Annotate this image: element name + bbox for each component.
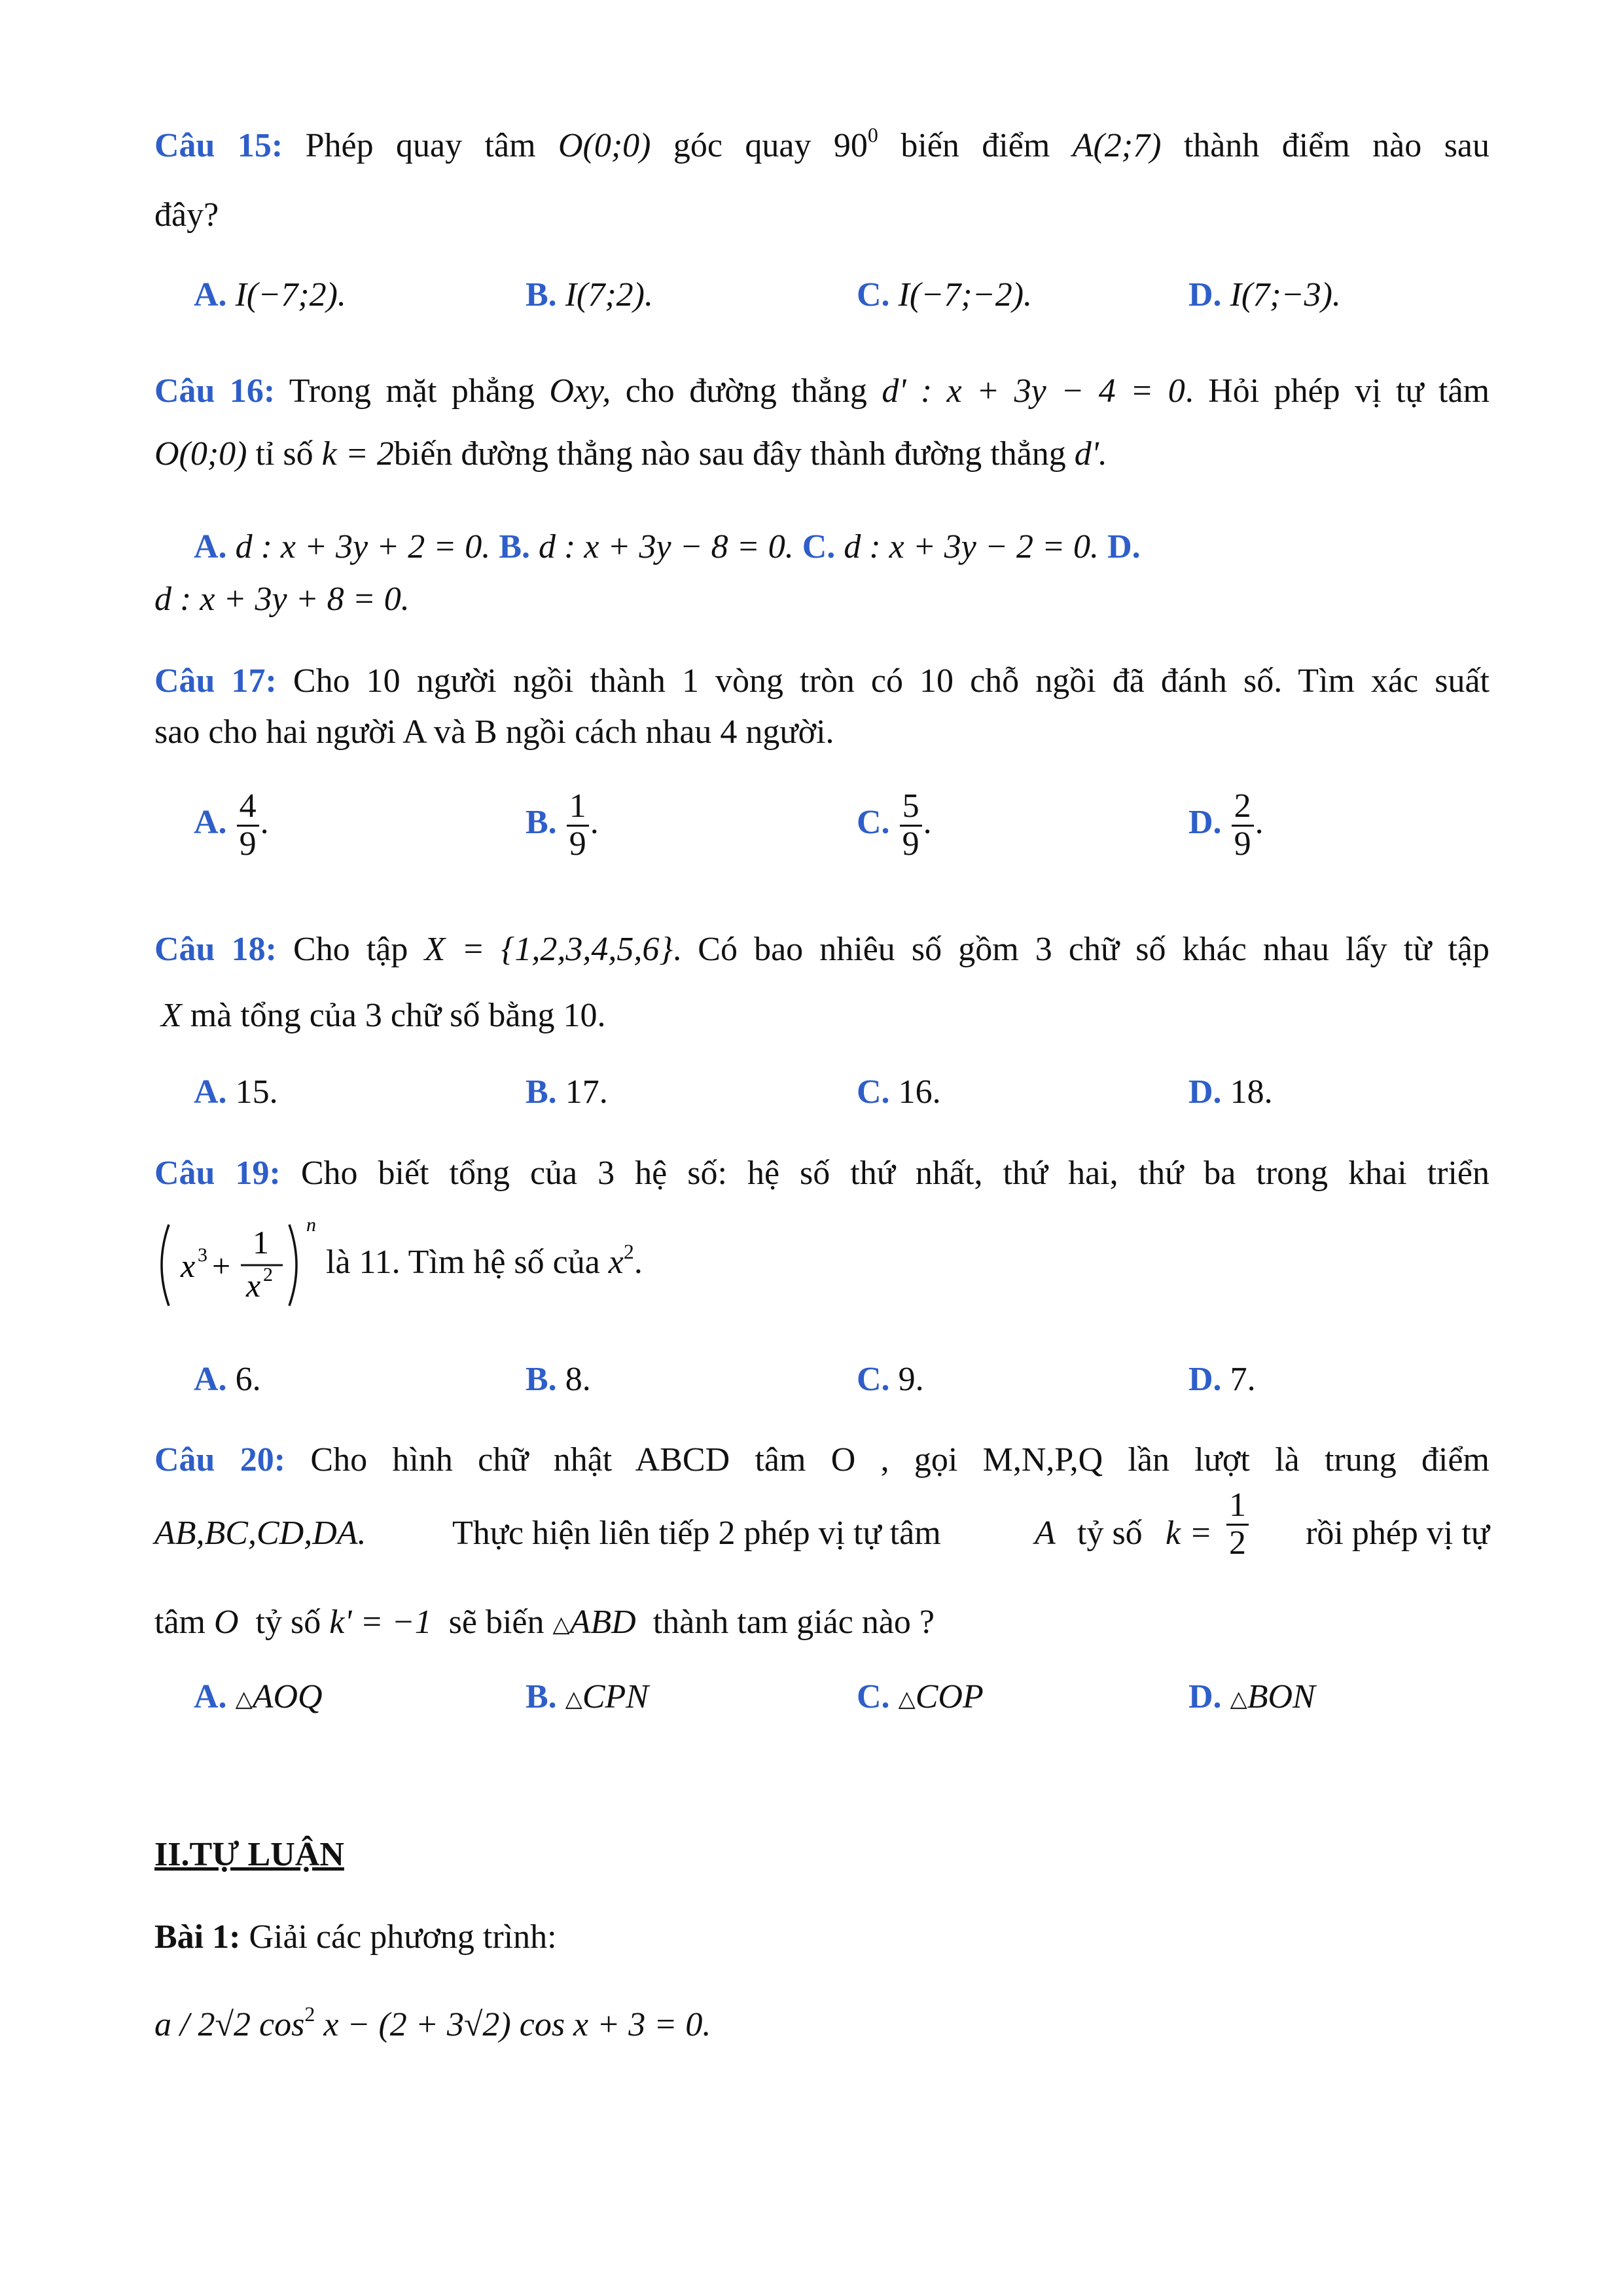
option-label: C. <box>802 528 836 565</box>
q17-options <box>154 789 1489 874</box>
option-label: D. <box>1188 804 1222 842</box>
option-text: d : x + 3y − 2 = 0. <box>844 528 1099 565</box>
q19-text-a: là 11. Tìm hệ số của <box>326 1244 600 1281</box>
q20-text-d: tỷ số <box>1077 1515 1143 1552</box>
q20-option-b[interactable] <box>526 1680 649 1714</box>
option-text: AOQ <box>252 1678 323 1715</box>
question-18 <box>154 931 1490 1111</box>
q20-options <box>154 1680 1489 1726</box>
option-text: 18. <box>1230 1073 1273 1111</box>
expr-den-power: 2 <box>263 1264 273 1285</box>
triangle-icon: △ <box>552 1613 570 1637</box>
q20-center-o: O <box>213 1604 239 1641</box>
option-label: C. <box>857 1361 890 1398</box>
q20-k: k = <box>1166 1515 1213 1552</box>
q17-text: Cho 10 người ngồi thành 1 vòng tròn có 10 chỗ ngồi đã đánh số. Tìm xác suất <box>293 662 1489 700</box>
q19-period: . <box>633 1244 643 1281</box>
q16-text-c: cho đường thẳng <box>625 372 867 410</box>
q17-option-b[interactable]: B. $\frac{1}{9}$ . <box>526 787 599 863</box>
expr-plus: + <box>212 1247 231 1284</box>
q19-text: Cho biết tổng của 3 hệ số: hệ số thứ nhất, thứ hai, thứ ba trong khai triển <box>300 1155 1489 1192</box>
right-paren <box>289 1225 296 1306</box>
denominator: 9 <box>569 825 586 863</box>
option-text: 8. <box>565 1361 591 1398</box>
q20-text-b: Thực hiện liên tiếp 2 phép vị tự tâm <box>452 1515 941 1552</box>
q15-center: O(0;0) <box>558 127 651 164</box>
q17-line2: sao cho hai người A và B ngồi cách nhau 4 người. <box>154 713 834 751</box>
option-label: A. <box>194 1361 227 1398</box>
denominator: 9 <box>239 825 257 863</box>
q16-plane: Oxy, <box>549 372 611 410</box>
q18-option-a[interactable] <box>194 1075 278 1109</box>
section-title: II.TỰ LUẬN <box>154 1836 344 1873</box>
q16-center: O(0;0) <box>154 435 247 473</box>
equation-part-b: x − (2 + 3√2) cos x + 3 = 0. <box>323 2006 711 2043</box>
q15-point: A(2;7) <box>1072 127 1162 164</box>
option-text: I(−7;−2). <box>898 276 1033 314</box>
q18-text-a: Cho tập <box>293 931 408 968</box>
q20-line3 <box>154 1605 935 1640</box>
q18-options <box>154 1075 1489 1121</box>
q18-option-d[interactable] <box>1188 1075 1273 1109</box>
q15-option-c[interactable] <box>857 278 1032 312</box>
option-text: I(−7;2). <box>235 276 346 314</box>
q18-text-c: . Có bao nhiêu số gồm 3 chữ số khác nhau lấy từ tập <box>673 931 1490 968</box>
q20-text-e: rồi phép vị tự <box>1306 1515 1489 1552</box>
q16-option-c[interactable] <box>802 528 1099 565</box>
bai1-equation <box>154 2002 711 2043</box>
numerator: 1 <box>1226 1488 1249 1526</box>
q16-target: d'. <box>1074 435 1107 473</box>
option-label: A. <box>194 276 227 314</box>
fraction <box>1232 789 1254 862</box>
q19-options <box>154 1363 1489 1408</box>
triangle-icon: △ <box>235 1687 253 1712</box>
q15-text-f: thành điểm nào sau <box>1183 127 1490 164</box>
option-text: 17. <box>565 1073 608 1111</box>
q19-line1 <box>154 1157 1489 1196</box>
denominator: 9 <box>902 825 919 863</box>
question-20 <box>154 1441 1489 1715</box>
fraction <box>900 789 922 862</box>
option-label: A. <box>194 804 227 842</box>
q18-text-b: mà tổng của 3 chữ số bằng 10. <box>190 997 606 1034</box>
option-text: CPN <box>582 1678 649 1715</box>
q15-text-a: Phép quay tâm <box>305 127 536 164</box>
question-16 <box>154 372 1490 618</box>
q19-option-c[interactable] <box>857 1363 924 1397</box>
q16-text-a: Trong mặt phẳng <box>289 372 535 410</box>
q15-option-b[interactable] <box>526 278 653 312</box>
q18-set-name: X <box>161 997 182 1034</box>
option-label: C. <box>857 1678 890 1715</box>
q16-line1 <box>154 374 1489 414</box>
q16-line-eq: d' : x + 3y − 4 = 0 <box>882 372 1185 410</box>
option-label: B. <box>526 1678 557 1715</box>
option-label: B. <box>526 804 557 842</box>
numerator: 1 <box>567 789 589 827</box>
q15-text-d: biến điểm <box>901 127 1050 164</box>
q20-text-e3: sẽ biến <box>448 1604 544 1641</box>
q20-label: Câu 20: <box>154 1441 286 1479</box>
q20-center-a: A <box>1035 1515 1056 1552</box>
equation-part-a: a / 2√2 cos <box>154 2006 305 2043</box>
q20-triangle: ABD <box>569 1604 636 1641</box>
q20-text-g3: thành tam giác nào ? <box>652 1604 935 1641</box>
option-label: B. <box>526 276 557 314</box>
q19-label: Câu 19: <box>154 1155 281 1192</box>
q16-options-line1 <box>194 530 1141 564</box>
q19-line2-text <box>326 1240 643 1281</box>
option-label: C. <box>857 276 890 314</box>
bai1-label: Bài 1: <box>154 1918 241 1956</box>
q17-label: Câu 17: <box>154 662 277 700</box>
triangle-icon: △ <box>898 1687 916 1712</box>
option-text: BON <box>1247 1678 1315 1715</box>
option-text: 6. <box>235 1361 261 1398</box>
option-label: D. <box>1188 1073 1222 1111</box>
q20-fraction <box>1226 1488 1249 1561</box>
q16-text-d: biến đường thẳng nào sau đây thành đường thẳng <box>393 435 1066 473</box>
q20-option-a[interactable] <box>194 1680 323 1714</box>
q20-midpoints: AB,BC,CD,DA. <box>154 1515 366 1552</box>
expr-denominator: x <box>246 1267 261 1304</box>
numerator: 5 <box>900 789 922 827</box>
option-text: COP <box>915 1678 984 1715</box>
q15-option-a[interactable] <box>194 278 346 312</box>
q16-option-b[interactable] <box>499 528 793 565</box>
option-text: d : x + 3y + 8 = 0. <box>154 581 410 618</box>
q20-ratio: k' = −1 <box>329 1604 432 1641</box>
q15-option-d[interactable] <box>1188 278 1341 312</box>
q19-option-a[interactable] <box>194 1363 261 1397</box>
question-17 <box>154 662 1489 863</box>
numerator: 4 <box>237 789 259 827</box>
q17-option-d[interactable]: D. $\frac{2}{9}$ . <box>1188 787 1264 863</box>
q18-line1 <box>154 933 1489 972</box>
expr-numerator: 1 <box>253 1224 269 1261</box>
option-text: 15. <box>235 1073 278 1111</box>
q19-option-d[interactable] <box>1188 1363 1256 1397</box>
q17-option-a[interactable]: A. $\frac{4}{9}$ . <box>194 787 269 863</box>
q20-line2 <box>154 1486 1489 1575</box>
section-essay <box>154 1836 1489 2043</box>
q16-text-b: tỉ số <box>255 435 313 473</box>
denominator: 2 <box>1229 1524 1246 1562</box>
q16-option-a[interactable] <box>194 528 490 565</box>
option-text: d : x + 3y − 8 = 0. <box>539 528 794 565</box>
expr-x: x <box>181 1247 196 1284</box>
q18-option-b[interactable] <box>526 1075 608 1109</box>
option-text: d : x + 3y + 2 = 0. <box>235 528 491 565</box>
q20-text: Cho hình chữ nhật ABCD tâm O , gọi M,N,P,Q lần lượt là trung điểm <box>310 1441 1489 1479</box>
option-label: B. <box>526 1073 557 1111</box>
fraction <box>237 789 259 862</box>
q18-set: X = {1,2,3,4,5,6} <box>424 931 673 968</box>
q20-text-a3: tâm <box>154 1604 205 1641</box>
question-19 <box>154 1155 1489 1398</box>
q15-line2: đây? <box>154 196 219 234</box>
expr-exponent: n <box>306 1214 316 1236</box>
q18-label: Câu 18: <box>154 931 277 968</box>
q19-expression <box>154 1213 331 1318</box>
option-label: A. <box>194 1073 227 1111</box>
q16-option-d-label[interactable]: D. <box>1107 528 1141 565</box>
option-label: D. <box>1188 1361 1222 1398</box>
option-label: A. <box>194 1678 227 1715</box>
q20-text-c3: tỷ số <box>255 1604 321 1641</box>
q15-text-c: góc quay 90 <box>673 127 868 164</box>
q16-option-d[interactable] <box>154 583 410 617</box>
q19-power: 2 <box>623 1240 634 1263</box>
q20-option-d[interactable] <box>1188 1680 1315 1714</box>
option-text: 7. <box>1230 1361 1256 1398</box>
option-label: A. <box>194 528 227 565</box>
q18-option-c[interactable] <box>857 1075 941 1109</box>
option-label: D. <box>1188 276 1222 314</box>
q19-option-b[interactable] <box>526 1363 591 1397</box>
q17-option-c[interactable]: C. $\frac{5}{9}$ . <box>857 787 932 863</box>
option-text: 9. <box>898 1361 924 1398</box>
q16-ratio: k = 2 <box>321 435 394 473</box>
bai1-text: Giải các phương trình: <box>249 1918 557 1956</box>
q16-label: Câu 16: <box>154 372 276 410</box>
option-text: 16. <box>898 1073 941 1111</box>
option-label: B. <box>499 528 530 565</box>
fraction <box>567 789 589 862</box>
numerator: 2 <box>1232 789 1254 827</box>
triangle-icon: △ <box>1230 1687 1247 1712</box>
question-15 <box>154 123 1490 314</box>
option-text: I(7;−3). <box>1230 276 1341 314</box>
left-paren <box>162 1225 169 1306</box>
equation-power: 2 <box>304 2002 315 2026</box>
triangle-icon: △ <box>565 1687 582 1712</box>
expr-x-power: 3 <box>198 1244 207 1266</box>
q16-text-e: . Hỏi phép vị tự tâm <box>1185 372 1490 410</box>
bai1 <box>154 1920 557 1954</box>
option-label: D. <box>1188 1678 1222 1715</box>
q16-line2 <box>154 437 1107 471</box>
q15-line1 <box>154 123 1490 168</box>
q20-option-c[interactable] <box>857 1680 984 1714</box>
q20-line1 <box>154 1443 1489 1482</box>
option-label: B. <box>526 1361 557 1398</box>
q17-line1 <box>154 664 1489 704</box>
denominator: 9 <box>1234 825 1251 863</box>
q18-line2 <box>161 999 605 1033</box>
option-label: C. <box>857 1073 890 1111</box>
q19-var: x <box>608 1244 624 1281</box>
option-label: C. <box>857 804 890 842</box>
q15-label: Câu 15: <box>154 127 283 164</box>
q15-options <box>154 278 1489 324</box>
q15-degree: 0 <box>867 123 878 147</box>
option-text: I(7;2). <box>565 276 653 314</box>
